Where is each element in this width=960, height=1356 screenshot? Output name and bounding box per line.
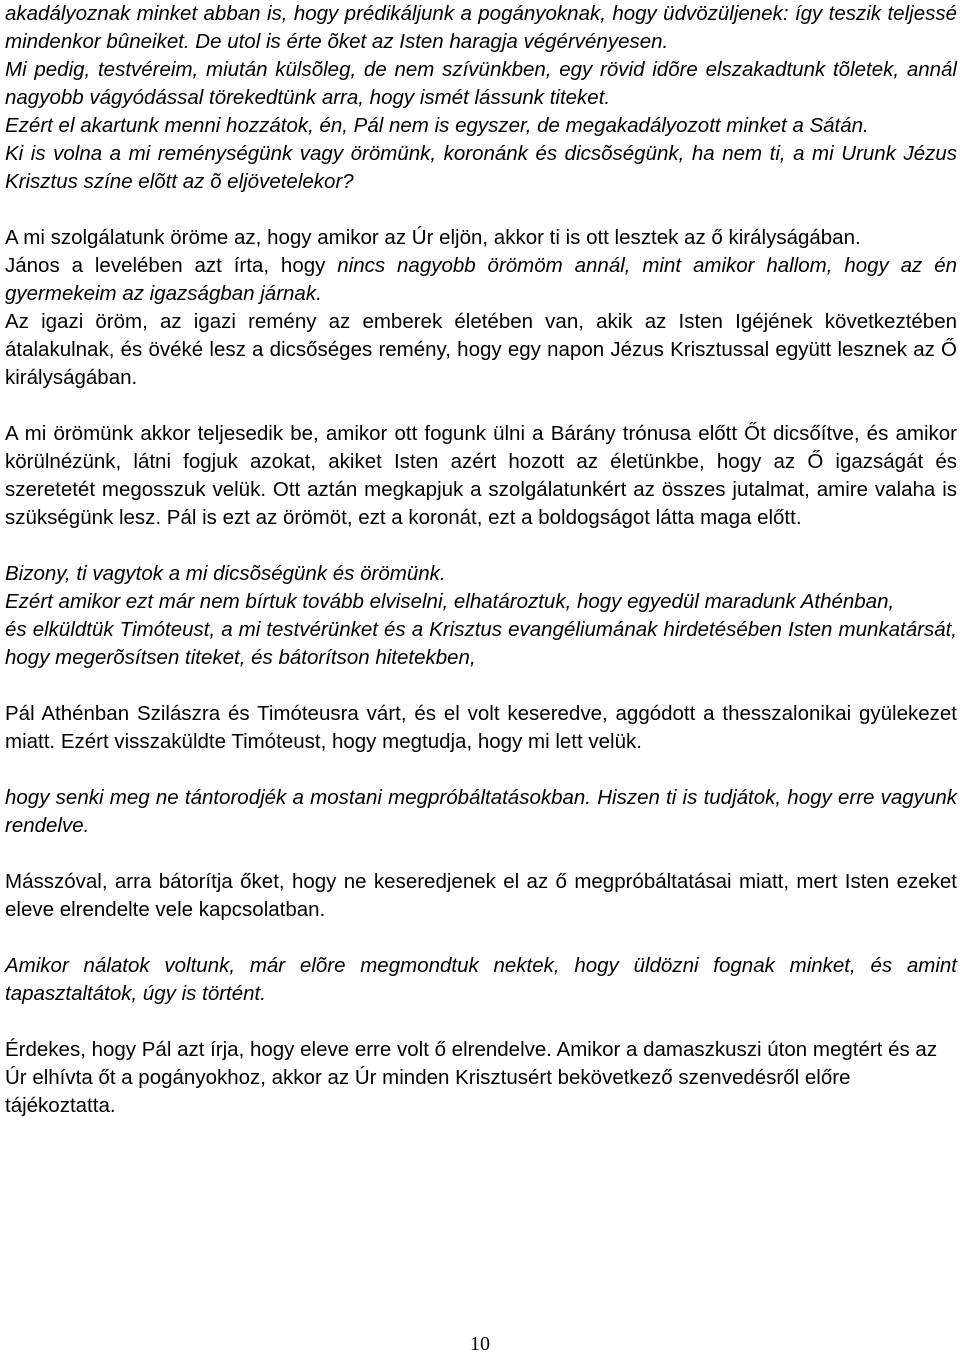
paragraph-gap: [5, 392, 957, 420]
paragraph-1: akadályoznak minket abban is, hogy prédikáljunk a pogányoknak, hogy üdvözüljenek: így teszik teljessé mindenkor bûneiket. De utol is érte õket az Isten haragja végérvényesen.: [5, 2, 957, 53]
paragraph-12: Pál Athénban Szilászra és Timóteusra várt, és el volt keseredve, aggódott a thesszalonikai gyülekezet miatt. Ezért visszaküldte Timóteust, hogy megtudja, hogy mi lett velük.: [5, 702, 957, 753]
paragraph-gap: [5, 196, 957, 224]
paragraph-7: Az igazi öröm, az igazi remény az emberek életében van, akik az Isten Igéjének következtében átalakulnak, és övéké lesz a dicsőséges remény, hogy egy napon Jézus Krisztussal együtt lesznek az Ő királyságában.: [5, 310, 957, 389]
paragraph-gap: [5, 840, 957, 868]
paragraph-gap: [5, 532, 957, 560]
paragraph-3: Ezért el akartunk menni hozzátok, én, Pál nem is egyszer, de megakadályozott minket a Sátán.: [5, 114, 869, 137]
paragraph-4: Ki is volna a mi reménységünk vagy örömünk, koronánk és dicsõségünk, ha nem ti, a mi Urunk Jézus Krisztus színe elõtt az õ eljövetelekor?: [5, 142, 957, 193]
paragraph-8: A mi örömünk akkor teljesedik be, amikor ott fogunk ülni a Bárány trónusa előtt Őt dicsőítve, és amikor körülnézünk, látni fogjuk azokat, akiket Isten azért hozott az életünkbe, hogy az Ő igazságát és szeretetét megosszuk velük. Ott aztán megkapjuk a szolgálatunkért az összes jutalmat, amire valaha is szükségünk lesz. Pál is ezt az örömöt, ezt a koronát, ezt a boldogságot látta maga előtt.: [5, 422, 957, 529]
paragraph-9: Bizony, ti vagytok a mi dicsõségünk és örömünk.: [5, 562, 446, 585]
paragraph-6-intro: János a levelében azt írta, hogy: [5, 254, 338, 277]
paragraph-gap: [5, 756, 957, 784]
paragraph-6: [5, 252, 957, 308]
paragraph-13: hogy senki meg ne tántorodjék a mostani megpróbáltatásokban. Hiszen ti is tudjátok, hogy erre vagyunk rendelve.: [5, 786, 957, 837]
paragraph-15: Amikor nálatok voltunk, már elõre megmondtuk nektek, hogy üldözni fognak minket, és amint tapasztaltátok, úgy is történt.: [5, 954, 957, 1005]
paragraph-gap: [5, 1008, 957, 1036]
paragraph-6-quote: nincs nagyobb örömöm annál, mint amikor hallom, hogy az én gyermekeim az igazságban járnak.: [5, 254, 957, 305]
paragraph-5: A mi szolgálatunk öröme az, hogy amikor az Úr eljön, akkor ti is ott lesztek az ő királyságában.: [5, 226, 861, 249]
paragraph-2: Mi pedig, testvéreim, miután külsõleg, de nem szívünkben, egy rövid idõre elszakadtunk tõletek, annál nagyobb vágyódással törekedtünk arra, hogy ismét lássunk titeket.: [5, 58, 957, 109]
page-number: 10: [470, 1333, 490, 1355]
paragraph-10: Ezért amikor ezt már nem bírtuk tovább elviselni, elhatároztuk, hogy egyedül maradunk Athénban,: [5, 590, 895, 613]
paragraph-11: és elküldtük Timóteust, a mi testvérünket és a Krisztus evangéliumának hirdetésében Isten munkatársát, hogy megerõsítsen titeket, és bátorítson hitetekben,: [5, 618, 957, 669]
paragraph-14: Másszóval, arra bátorítja őket, hogy ne keseredjenek el az ő megpróbáltatásai miatt, mert Isten ezeket eleve elrendelte vele kapcsolatban.: [5, 870, 957, 921]
paragraph-16: Érdekes, hogy Pál azt írja, hogy eleve erre volt ő elrendelve. Amikor a damaszkuszi úton megtért és az Úr elhívta őt a pogányokhoz, akkor az Úr minden Krisztusért bekövetkező szenvedésről előre tájékoztatta.: [5, 1038, 938, 1117]
paragraph-gap: [5, 672, 957, 700]
document-page: [5, 0, 957, 1120]
paragraph-gap: [5, 924, 957, 952]
